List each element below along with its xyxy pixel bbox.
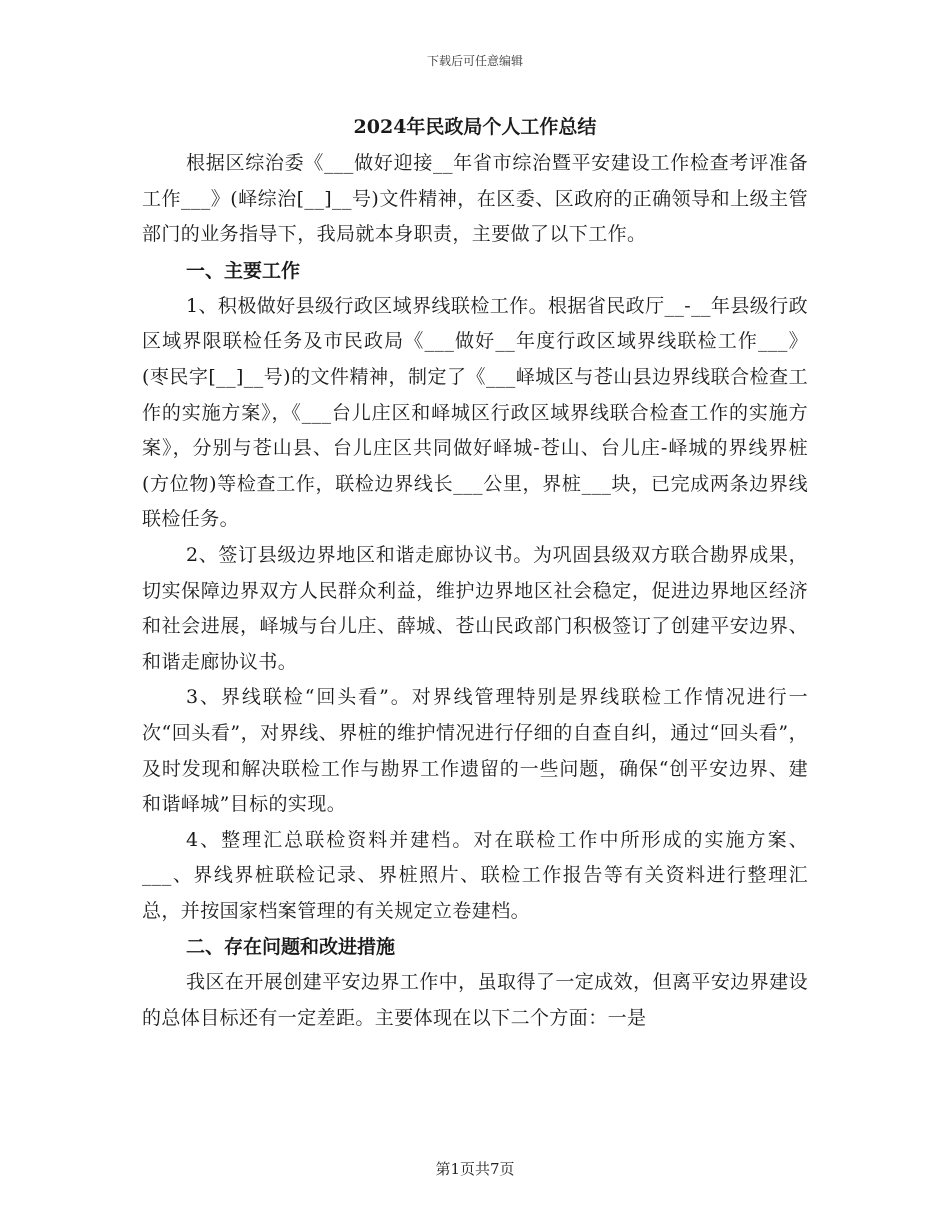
work-item-2: 2、签订县级边界地区和谐走廊协议书。为巩固县级双方联合勘界成果，切实保障边界双方人民群众利益，维护边界地区社会稳定，促进边界地区经济和社会进展，峄城与台儿庄、薛城、苍山民政部门积极签订了创建平安边界、和谐走廊协议书。 [142, 543, 808, 673]
section-heading-main-work: 一、主要工作 [186, 259, 301, 282]
intro-paragraph: 根据区综治委《___做好迎接__年省市综治暨平安建设工作检查考评准备工作___》(峄综治[__]__号)文件精神，在区委、区政府的正确领导和上级主管部门的业务指导下，我局就本身职责，主要做了以下工作。 [142, 152, 808, 246]
page-number: 第1页共7页 [435, 1160, 515, 1178]
page-header-note: 下载后可任意编辑 [426, 54, 523, 68]
problems-paragraph: 我区在开展创建平安边界工作中，虽取得了一定成效，但离平安边界建设的总体目标还有一定差距。主要体现在以下二个方面：一是 [142, 971, 808, 1030]
work-item-4: 4、整理汇总联检资料并建档。对在联检工作中所形成的实施方案、___、界线界桩联检记录、界桩照片、联检工作报告等有关资料进行整理汇总，并按国家档案管理的有关规定立卷建档。 [142, 828, 808, 922]
section-heading-problems: 二、存在问题和改进措施 [186, 936, 396, 959]
document-body [142, 112, 808, 1037]
work-item-3: 3、界线联检“回头看”。对界线管理特别是界线联检工作情况进行一次“回头看”，对界线、界桩的维护情况进行仔细的自查自纠，通过“回头看”，及时发现和解决联检工作与勘界工作遗留的一些问题，确保“创平安边界、建和谐峄城”目标的实现。 [142, 686, 808, 816]
document-title: 2024年民政局个人工作总结 [353, 116, 597, 138]
work-item-1: 1、积极做好县级行政区域界线联检工作。根据省民政厅__-__年县级行政区域界限联检任务及市民政局《___做好__年度行政区域界线联检工作___》(枣民字[__]__号)的文件精神，制定了《___峄城区与苍山县边界线联合检查工作的实施方案》，《___台儿庄区和峄城区行政区域界线联合检查工作的实施方案》，分别与苍山县、台儿庄区共同做好峄城-苍山、台儿庄-峄城的界线界桩(方位物)等检查工作，联检边界线长___公里，界桩___块，已完成两条边界线联检任务。 [142, 294, 808, 531]
